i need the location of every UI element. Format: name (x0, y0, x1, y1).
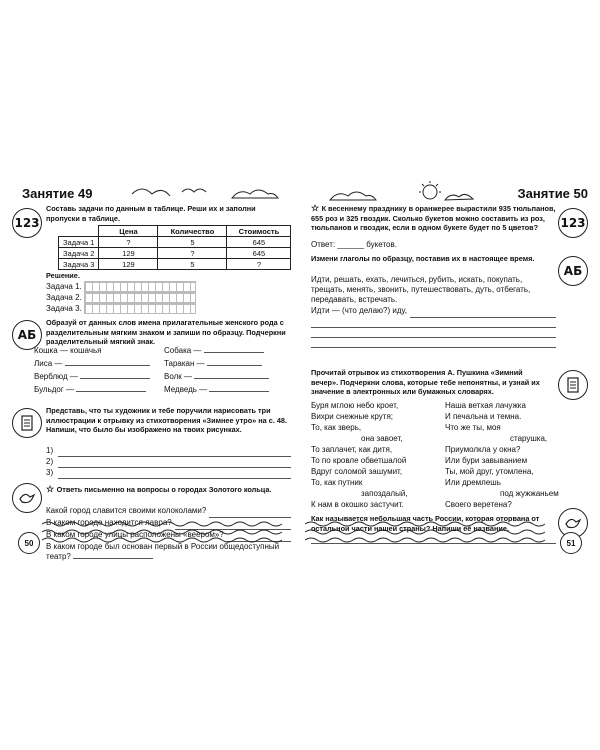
waves-decoration (42, 518, 292, 544)
poem-column-left: Буря мглою небо кроет, Вихри снежные крутя; То, как зверь, она завоет, То заплачет, как дитя, То по кровле обветшалой Вдруг соломой зашумит, То, как путник запоздалый, К нам в окошко застучит. (311, 401, 408, 509)
poem-column-right: Наша ветхая лачужка И печальна и темна. Что же ты, моя старушка, Приумолкла у окна? Или бури завыванием Ты, мой друг, утомлена, Или дремлешь под жужжаньем Своего веретена? (445, 401, 559, 509)
page-number-50: 50 (18, 532, 40, 554)
answer-line[interactable] (207, 365, 262, 366)
answer-line[interactable] (204, 352, 264, 353)
table-row: Задача 1 ? 5 645 (59, 237, 291, 248)
task-golden-ring-instruction: ☆ Ответь письменно на вопросы о городах Золотого кольца. (46, 484, 272, 494)
answer-line[interactable] (65, 365, 150, 366)
task-region-instruction: Как называется небольшая часть России, которая оторвана от остальной части нашей страны? Напиши её название. (311, 514, 540, 533)
solution-grid-1[interactable] (84, 281, 196, 292)
math-123-icon: 123 (558, 208, 588, 238)
table-row: Задача 3 129 5 ? (59, 259, 291, 270)
illustrations-lines: 1) 2) 3) (46, 446, 291, 479)
math-123-icon: 123 (12, 208, 42, 238)
lesson-title-49: Занятие 49 (22, 186, 93, 201)
table-row: Задача 2 129 ? 645 (59, 248, 291, 259)
verbs-answer: Идти — (что делаю?) иду, (311, 306, 556, 348)
answer-line[interactable] (410, 306, 556, 318)
adjectives-list: Кошка — кошачья Собака — Лиса — Таракан — Верблюд — Волк — Бульдог — Медведь — (34, 346, 289, 398)
task-adjectives-instruction: Образуй от данных слов имена прилагательные женского рода с разделительным мягким знаком и запиши по образцу. Подчеркни разделительный мягкий знак. (46, 318, 286, 346)
notebook-icon (12, 408, 42, 438)
solution-grid-2[interactable] (84, 292, 196, 303)
left-page (12, 178, 295, 561)
task-illustrations-instruction: Представь, что ты художник и тебе поручили нарисовать три иллюстрации к отрывку из стихотворения «Зимнее утро» на с. 48. Напиши, что было бы изображено на твоих рисунках. (46, 406, 288, 434)
answer-line[interactable] (209, 506, 291, 518)
verbs-list: Идти, решать, ехать, лечиться, рубить, искать, покупать, трещать, менять, звонить, путешествовать, дуть, отбегать, передавать, встречать. (311, 275, 531, 304)
solution-label: Решение. (46, 271, 80, 280)
notebook-icon (558, 370, 588, 400)
solution-grid-3[interactable] (84, 303, 196, 314)
lesson-title-50: Занятие 50 (517, 186, 588, 201)
sun-clouds-decoration (325, 180, 475, 204)
table-header-empty (59, 226, 99, 237)
answer-line[interactable] (80, 378, 150, 379)
page-number-51: 51 (560, 532, 582, 554)
flowers-answer[interactable]: Ответ: ______ букетов. (311, 240, 397, 249)
letters-ab-icon: АБ (558, 256, 588, 286)
solution-rows: Задача 1. Задача 2. Задача 3. (46, 281, 246, 314)
table-header-cost: Стоимость (227, 226, 291, 237)
letters-ab-icon: АБ (12, 320, 42, 350)
answer-line[interactable] (194, 378, 269, 379)
answer-line[interactable] (76, 391, 146, 392)
answer-line[interactable] (58, 457, 291, 468)
answer-line[interactable] (209, 391, 269, 392)
answer-line[interactable] (73, 558, 153, 559)
golden-ring-questions: Какой город славится своими колоколами? В каком городе находится лавра? В каком городе улицы расположены «веером»? В каком городе был основан первый в России общедоступный театр? (46, 506, 291, 562)
star-icon: ☆ (46, 484, 57, 494)
task-flowers-instruction: ☆ К весеннему празднику в оранжерее вырастили 935 тюльпанов, 655 роз и 325 гвоздик. Сколько букетов можно составить из роз, тюльпанов и гвоздик, если в одном букете будет по 5 цветов? (311, 203, 556, 232)
answer-line[interactable] (58, 446, 291, 457)
task-verbs-instruction: Измени глаголы по образцу, поставив их в настоящее время. (311, 254, 535, 263)
answer-line[interactable] (311, 328, 556, 338)
bird-icon (12, 483, 42, 513)
task-poem-instruction: Прочитай отрывок из стихотворения А. Пушкина «Зимний вечер». Подчеркни слова, которые тебе непонятны, и узнай их значение в электронных или бумажных словарях. (311, 368, 540, 396)
price-table (58, 225, 291, 270)
table-header-price: Цена (99, 226, 158, 237)
task-table-instruction: Составь задачи по данным в таблице. Реши их и заполни пропуски в таблице. (46, 204, 256, 223)
right-page (305, 178, 588, 554)
answer-line[interactable] (58, 468, 291, 479)
answer-line[interactable] (311, 318, 556, 328)
star-icon: ☆ (311, 203, 322, 213)
birds-clouds-decoration (122, 180, 282, 202)
table-header-quantity: Количество (158, 226, 227, 237)
waves-decoration (305, 518, 555, 544)
answer-line[interactable] (311, 338, 556, 348)
